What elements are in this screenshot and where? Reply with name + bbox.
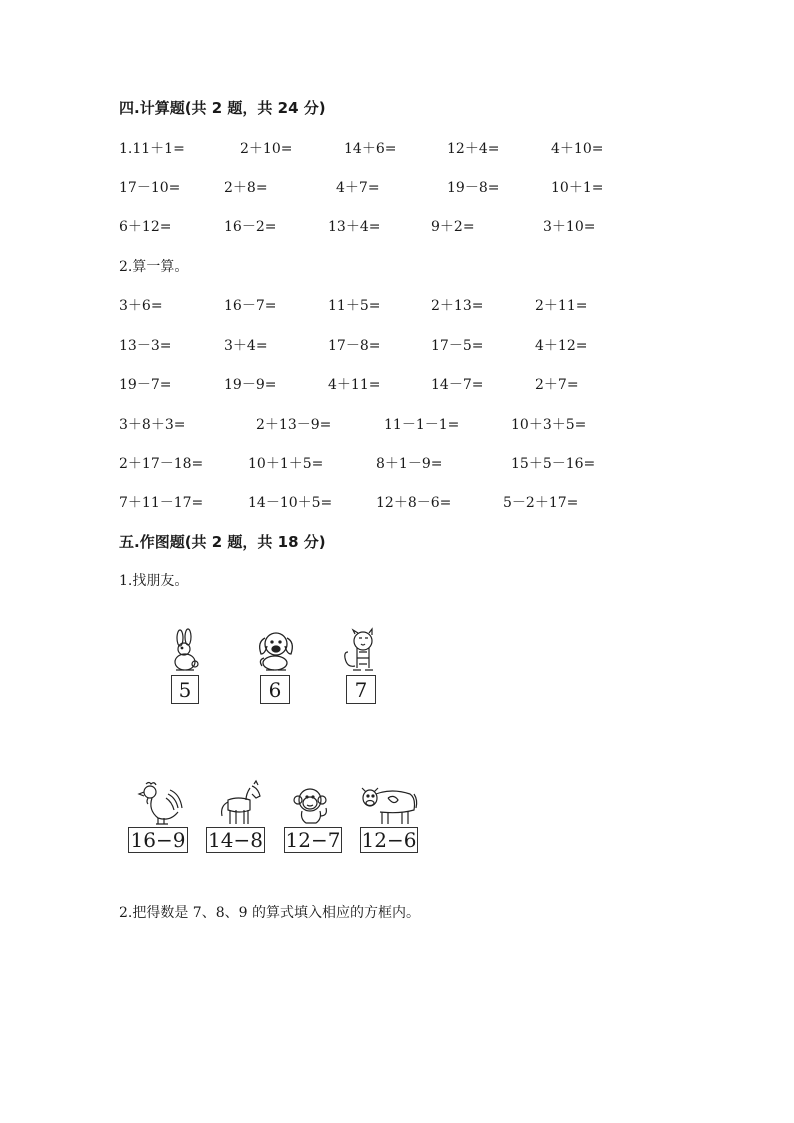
number-box: 6 (260, 675, 290, 704)
equation: 4＋7= (336, 180, 380, 196)
number-box: 5 (171, 675, 199, 704)
equation: 14＋6= (344, 141, 397, 157)
equation: 5－2＋17= (503, 495, 579, 511)
equation: 7＋11－17= (119, 495, 204, 511)
q1-row (0, 138, 794, 158)
q2-row (0, 374, 794, 394)
equation: 2＋17－18= (119, 456, 204, 472)
equation: 4＋11= (328, 377, 381, 393)
q2-row (0, 453, 794, 473)
expression-box: 12−6 (361, 828, 417, 852)
equation: 2＋13= (431, 298, 484, 314)
section4-heading: 四.计算题(共 2 题，共 24 分) (119, 99, 326, 117)
equation: 3＋4= (224, 338, 268, 354)
equation: 3＋6= (119, 298, 163, 314)
equation: 2＋10= (240, 141, 293, 157)
equation: 12＋8－6= (376, 495, 452, 511)
equation: 16－7= (224, 298, 277, 314)
q2-title: 2.算一算。 (119, 259, 189, 275)
q2-row (0, 492, 794, 512)
equation: 6＋12= (119, 219, 172, 235)
equation: 4＋10= (551, 141, 604, 157)
rooster-icon (134, 780, 186, 826)
equation: 13＋4= (328, 219, 381, 235)
equation: 3＋10= (543, 219, 596, 235)
equation: 2＋11= (535, 298, 588, 314)
equation: 12＋4= (447, 141, 500, 157)
q1-row (0, 216, 794, 236)
equation: 2＋8= (224, 180, 268, 196)
equation: 19－9= (224, 377, 277, 393)
q2-row (0, 335, 794, 355)
q2-row (0, 414, 794, 434)
equation: 3＋8＋3= (119, 417, 186, 433)
equation: 16－2= (224, 219, 277, 235)
section5-heading: 五.作图题(共 2 题，共 18 分) (119, 533, 326, 551)
equation: 11－1－1= (384, 417, 460, 433)
equation: 11＋5= (328, 298, 381, 314)
equation: 14－7= (431, 377, 484, 393)
equation: 17－8= (328, 338, 381, 354)
rabbit-icon (168, 630, 202, 672)
equation: 9＋2= (431, 219, 475, 235)
equation: 2＋13－9= (256, 417, 332, 433)
q1-row (0, 177, 794, 197)
horse-icon (216, 780, 266, 826)
equation: 17－5= (431, 338, 484, 354)
q2-row (0, 295, 794, 315)
equation: 13－3= (119, 338, 172, 354)
equation: 19－8= (447, 180, 500, 196)
equation: 17－10= (119, 180, 181, 196)
find-friends-title: 1.找朋友。 (119, 573, 189, 589)
equation: 10＋1＋5= (248, 456, 324, 472)
equation: 10＋3＋5= (511, 417, 587, 433)
tiger-icon (339, 628, 381, 672)
number-box: 7 (346, 675, 376, 704)
equation: 19－7= (119, 377, 172, 393)
expression-box: 16−9 (128, 827, 188, 853)
q2-fill-boxes-title: 2.把得数是 7、8、9 的算式填入相应的方框内。 (119, 905, 420, 921)
equation: 2＋7= (535, 377, 579, 393)
cow-icon (358, 782, 420, 826)
expression-box: 14−8 (206, 827, 265, 853)
equation: 15＋5－16= (511, 456, 596, 472)
equation: 4＋12= (535, 338, 588, 354)
equation: 10＋1= (551, 180, 604, 196)
monkey-icon (290, 786, 332, 826)
equation: 8＋1－9= (376, 456, 443, 472)
dog-icon (254, 628, 296, 672)
equation: 1.11＋1= (119, 141, 185, 157)
equation: 14－10＋5= (248, 495, 333, 511)
expression-box: 12−7 (285, 828, 341, 852)
